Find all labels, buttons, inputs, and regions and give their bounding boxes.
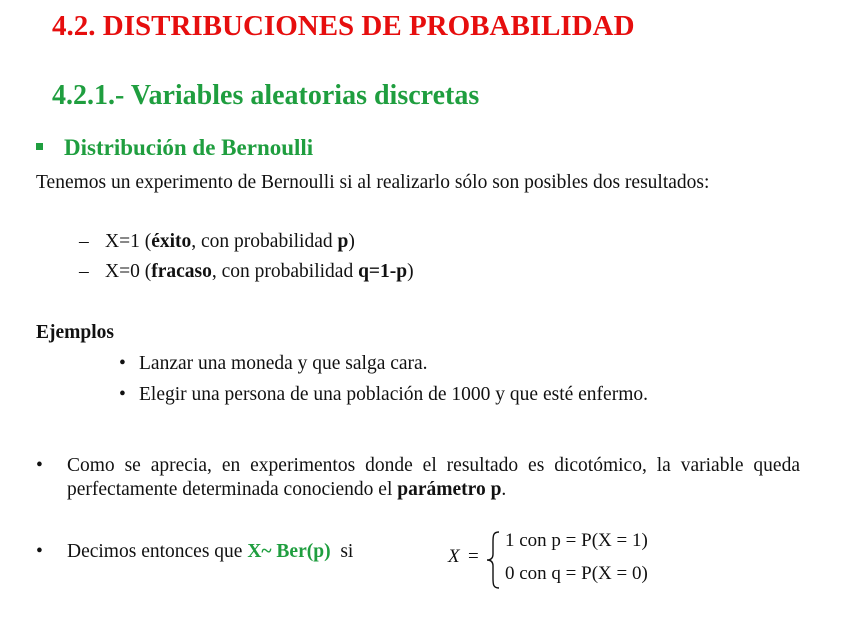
formula-case-2: 0 con q = P(X = 0) (505, 563, 648, 584)
formula-case-1: 1 con p = P(X = 1) (505, 530, 648, 551)
section-title (36, 135, 313, 161)
examples-title: Ejemplos (36, 322, 114, 343)
outcome-item: – X=0 (fracaso, con probabilidad q=1-p) (79, 261, 414, 282)
curly-brace-icon (484, 530, 502, 590)
dash-bullet: – (79, 261, 89, 282)
subheading: 4.2.1.- Variables aleatorias discretas (52, 80, 480, 111)
bullet-icon: • (119, 384, 126, 405)
square-bullet-icon (36, 143, 43, 150)
outcome-item: – X=1 (éxito, con probabilidad p) (79, 231, 355, 252)
bernoulli-formula (448, 530, 708, 590)
bullet-icon: • (119, 353, 126, 374)
intro-paragraph: Tenemos un experimento de Bernoulli si al realizarlo sólo son posibles dos resultados: (36, 172, 710, 193)
bullet-icon: • (36, 455, 43, 476)
formula-equals: = (468, 546, 479, 567)
formula-lhs: X (448, 546, 460, 567)
example-item: • Elegir una persona de una población de 1000 y que esté enfermo. (119, 384, 648, 405)
main-heading: 4.2. DISTRIBUCIONES DE PROBABILIDAD (52, 10, 635, 42)
note-text: Como se aprecia, en experimentos donde el resultado es dicotómico, la variable queda perfectamente determinada conociendo el parámetro p. (67, 455, 800, 500)
dash-bullet: – (79, 231, 89, 252)
statement-text: Decimos entonces que X~ Ber(p) si (67, 541, 354, 562)
section-title-text: Distribución de Bernoulli (64, 135, 314, 160)
example-item: • Lanzar una moneda y que salga cara. (119, 353, 428, 374)
bullet-icon: • (36, 541, 43, 562)
ber-notation: X~ Ber(p) (247, 541, 331, 562)
note-bullet (36, 454, 800, 502)
